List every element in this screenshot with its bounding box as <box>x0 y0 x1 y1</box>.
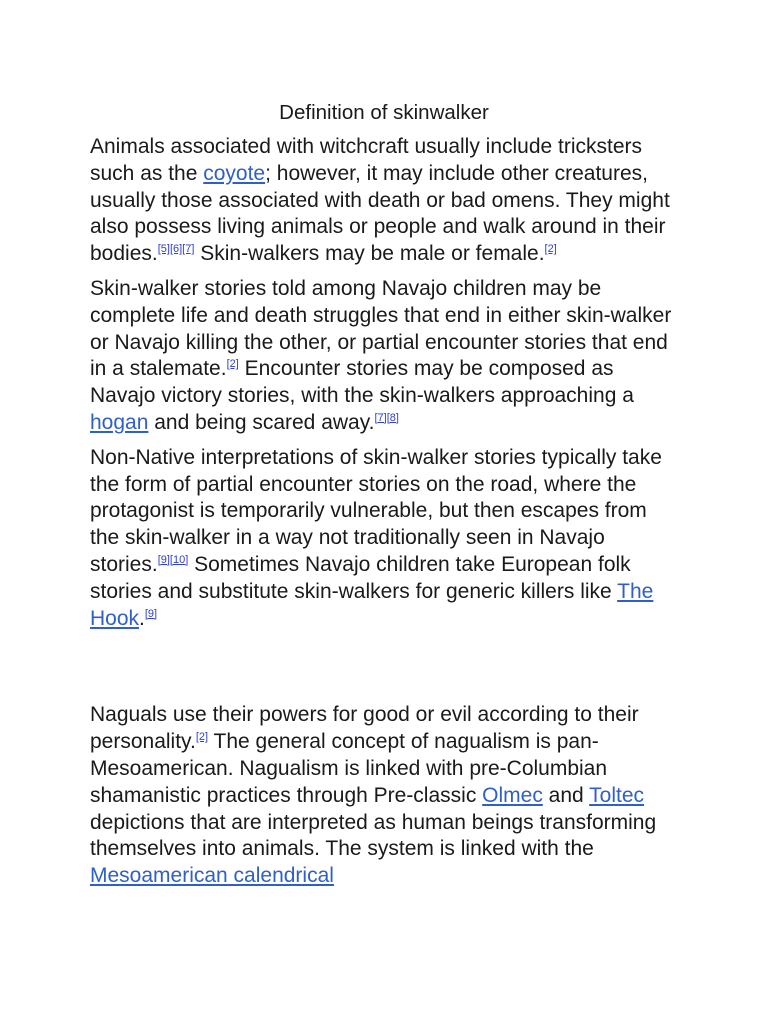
text: . <box>139 606 145 630</box>
citation <box>158 243 195 255</box>
citation <box>227 358 239 370</box>
citation-link[interactable]: [2] <box>544 243 557 256</box>
text: and <box>542 783 590 807</box>
paragraph-animals <box>90 134 678 268</box>
link-olmec[interactable]: Olmec <box>482 783 543 807</box>
text: Skin-walkers may be male or female. <box>194 242 545 266</box>
text: depictions that are interpreted as human beings transforming themselves into animals. The system is linked with the <box>90 810 657 861</box>
text: Non-Native interpretations of skin-walker stories typically take the form of partial encounter stories on the road, where the protagonist is temporarily vulnerable, but then escapes from the skin-walker in a way not traditionally seen in Navajo stories. <box>90 445 662 576</box>
citation <box>158 554 189 566</box>
text: Naguals use their powers for good or evil according to their personality. <box>90 703 639 754</box>
citation <box>145 608 157 620</box>
citation <box>545 243 557 255</box>
citation-link[interactable]: [5][6][7] <box>157 243 195 256</box>
link-hogan[interactable]: hogan <box>90 410 149 434</box>
citation <box>196 731 208 743</box>
paragraph-non-native <box>90 445 678 633</box>
text: Encounter stories may be composed as Navajo victory stories, with the skin-walkers approaching a <box>90 357 634 408</box>
citation-link[interactable]: [2] <box>226 358 239 371</box>
citation <box>375 412 399 424</box>
link-toltec[interactable]: Toltec <box>589 783 645 807</box>
text: ; however, it may include other creatures, usually those associated with death or bad omens. They might also possess living animals or people and walk around in their bodies. <box>90 161 670 266</box>
link-coyote[interactable]: coyote <box>203 161 266 185</box>
link-the-hook[interactable]: The Hook <box>90 579 654 630</box>
link-mesoamerican-calendrical[interactable]: Mesoamerican calendrical <box>90 864 334 888</box>
citation-link[interactable]: [7][8] <box>374 411 399 424</box>
text: Sometimes Navajo children take European folk stories and substitute skin-walkers for generic killers like <box>90 552 631 603</box>
citation-link[interactable]: [9] <box>144 607 158 620</box>
text: The general concept of nagualism is pan-Mesoamerican. Nagualism is linked with pre-Columbian shamanistic practices through Pre-classic <box>90 730 608 807</box>
citation-link[interactable]: [9][10] <box>157 553 189 566</box>
paragraph-navajo-stories <box>90 276 678 437</box>
paragraph-naguals <box>90 702 678 890</box>
document-title: Definition of skinwalker <box>279 101 489 124</box>
text: Skin-walker stories told among Navajo children may be complete life and death struggles that end in either skin-walker or Navajo killing the other, or partial encounter stories that end in a stalemate. <box>90 276 672 381</box>
text: Animals associated with witchcraft usually include tricksters such as the <box>90 135 643 185</box>
text: and being scared away. <box>148 410 375 434</box>
citation-link[interactable]: [2] <box>195 731 209 744</box>
